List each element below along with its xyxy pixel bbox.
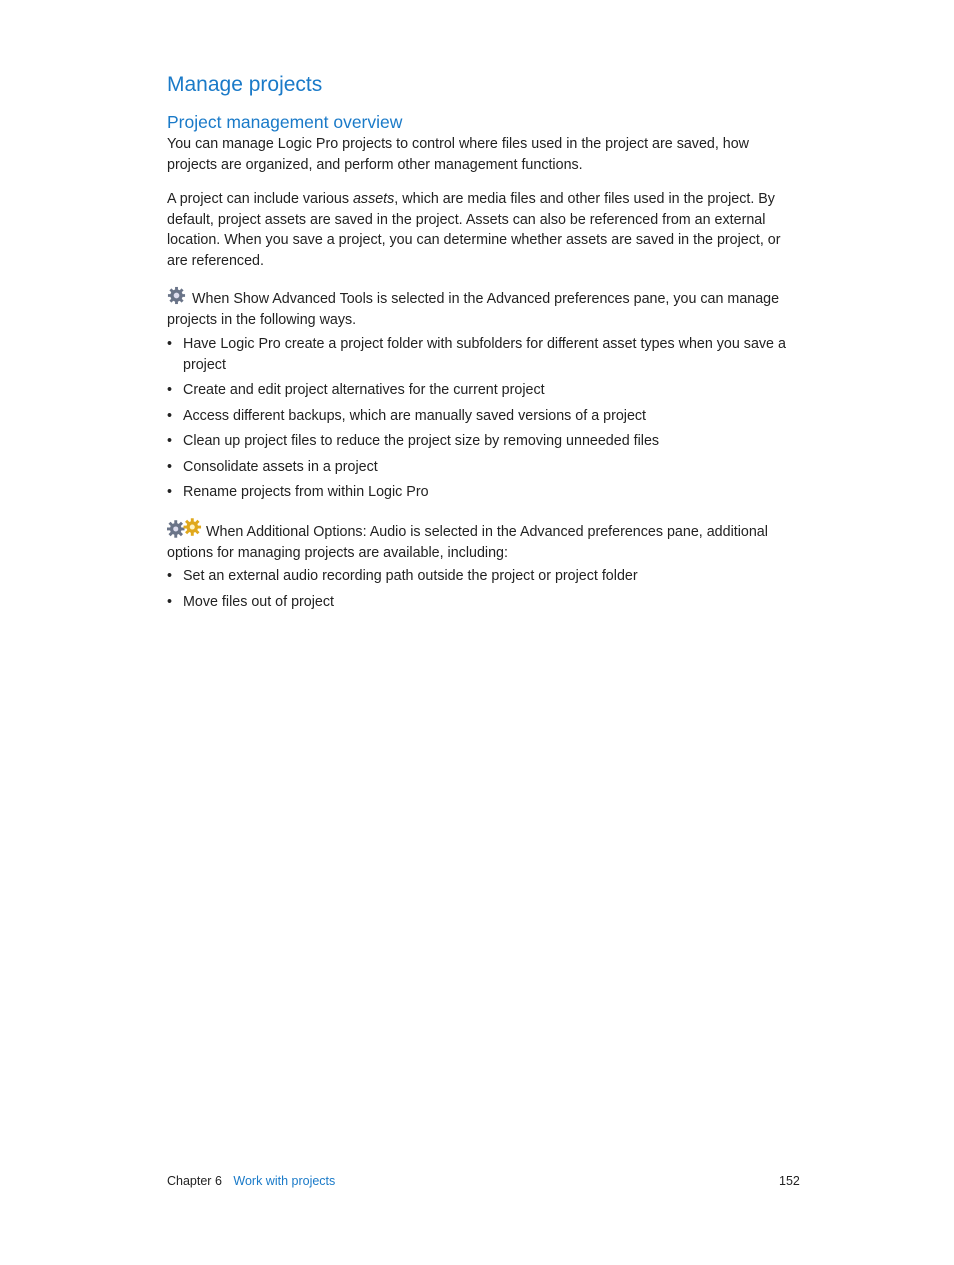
bullet: • — [167, 382, 173, 399]
list-item — [167, 482, 797, 503]
bullet: • — [167, 458, 173, 475]
page-number: 152 — [779, 1174, 800, 1188]
paragraph-assets — [167, 189, 797, 272]
text: , which are media files and other files used in the project. By default, project assets are saved in the project. Assets can also be referenced from an external location. When you save a project, you can determine whether assets are saved in the project, or are referenced. — [167, 191, 781, 270]
paragraph-additional-options — [167, 518, 797, 563]
list-item-text: Access different backups, which are manually saved versions of a project — [183, 407, 647, 424]
list-item-text: Consolidate assets in a project — [183, 458, 378, 475]
chapter-title-link[interactable]: Work with projects — [233, 1174, 336, 1188]
bullet: • — [167, 593, 173, 610]
list-item-text: Have Logic Pro create a project folder with subfolders for different asset types when you save a project — [183, 336, 786, 373]
list-item — [167, 334, 797, 375]
bullet: • — [167, 484, 173, 501]
list-item-text: Move files out of project — [183, 593, 334, 610]
list-item — [167, 457, 797, 478]
list-item — [167, 592, 797, 613]
paragraph-advanced-tools — [167, 286, 797, 330]
list-item-text: Create and edit project alternatives for the current project — [183, 382, 545, 399]
chapter-label: Chapter 6 — [167, 1174, 222, 1188]
footer-chapter — [167, 1174, 335, 1188]
text: When Additional Options: Audio is selected in the Advanced preferences pane, additional options for managing projects are available, including: — [167, 524, 768, 561]
page-heading: Manage projects — [167, 73, 323, 96]
advanced-tools-gear-icon — [167, 286, 186, 305]
list-item-text: Clean up project files to reduce the project size by removing unneeded files — [183, 433, 660, 450]
list-item — [167, 431, 797, 452]
bullet: • — [167, 568, 173, 584]
bullet: • — [167, 407, 173, 424]
additional-options-gears-icon — [167, 518, 202, 538]
list-item — [167, 566, 797, 587]
list-item — [167, 406, 797, 427]
text: A project can include various — [167, 191, 353, 207]
italic-term: assets — [352, 191, 395, 207]
text: When Show Advanced Tools is selected in the Advanced preferences pane, you can manage projects in the following ways. — [167, 291, 780, 328]
list-item-text: Rename projects from within Logic Pro — [183, 484, 429, 501]
bullet: • — [167, 433, 173, 450]
list-item — [167, 380, 797, 401]
bullet-list-advanced — [167, 334, 797, 508]
list-item-text: Set an external audio recording path outside the project or project folder — [183, 568, 638, 584]
bullet-list-additional — [167, 566, 797, 617]
bullet: • — [167, 336, 173, 352]
section-heading: Project management overview — [167, 112, 403, 132]
paragraph-intro: You can manage Logic Pro projects to control where files used in the project are saved, how projects are organized, and perform other management functions. — [167, 136, 750, 173]
